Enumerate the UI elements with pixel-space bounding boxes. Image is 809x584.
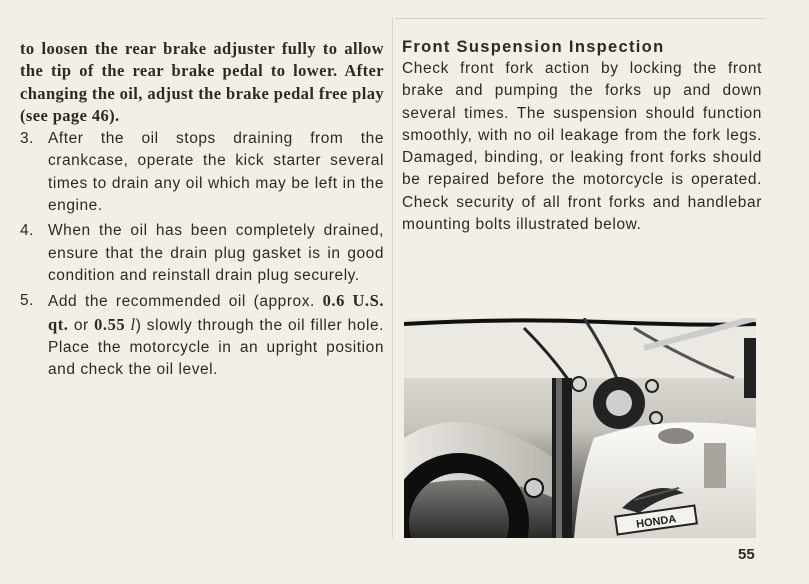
page-number: 55 [738, 546, 755, 563]
step-text-start: Add the recommended oil (approx. [48, 293, 315, 311]
step-text-end: ) slowly through the oil filler hole. Place the motorcycle in an upright position and check the oil level. [48, 316, 384, 379]
or-word: or [73, 316, 89, 334]
step-number: 4. [20, 222, 35, 240]
step-5 [20, 290, 384, 381]
liter-unit: l [130, 314, 136, 334]
oil-quantity-us: 0.6 U.S. qt. [48, 291, 384, 334]
step-number: 5. [20, 292, 35, 310]
step-list [20, 128, 384, 381]
step-text [48, 290, 384, 381]
section-body: Check front fork action by locking the front brake and pumping the forks up and down several times. The suspension should function smoothly, with no oil leakage from the fork legs. Damaged, binding, or leaking front forks should be repaired before the motorcycle is operated. Check security of all front forks and handlebar mounting bolts illustrated below. [402, 60, 762, 234]
step-3 [20, 128, 384, 217]
honda-logo-text: HONDA [635, 513, 678, 531]
step-text: After the oil stops draining from the crankcase, operate the kick starter several times to drain any oil which may be left in the engine. [48, 130, 384, 215]
step-number: 3. [20, 130, 35, 148]
step-4 [20, 220, 384, 287]
left-column [20, 38, 384, 384]
right-column [402, 36, 762, 236]
photo-illustration [404, 318, 756, 538]
step-text: When the oil has been completely drained, ensure that the drain plug gasket is in good condition and reinstall drain plug securely. [48, 222, 384, 284]
section-title: Front Suspension Inspection [402, 38, 665, 56]
front-fork-photo [404, 318, 756, 538]
intro-paragraph: to loosen the rear brake adjuster fully to allow the tip of the rear brake pedal to lower. After changing the oil, adjust the brake pedal free play (see page 46). [20, 39, 384, 125]
oil-quantity-liters: 0.55 [94, 314, 126, 334]
column-divider [392, 18, 393, 538]
top-rule [395, 18, 765, 19]
